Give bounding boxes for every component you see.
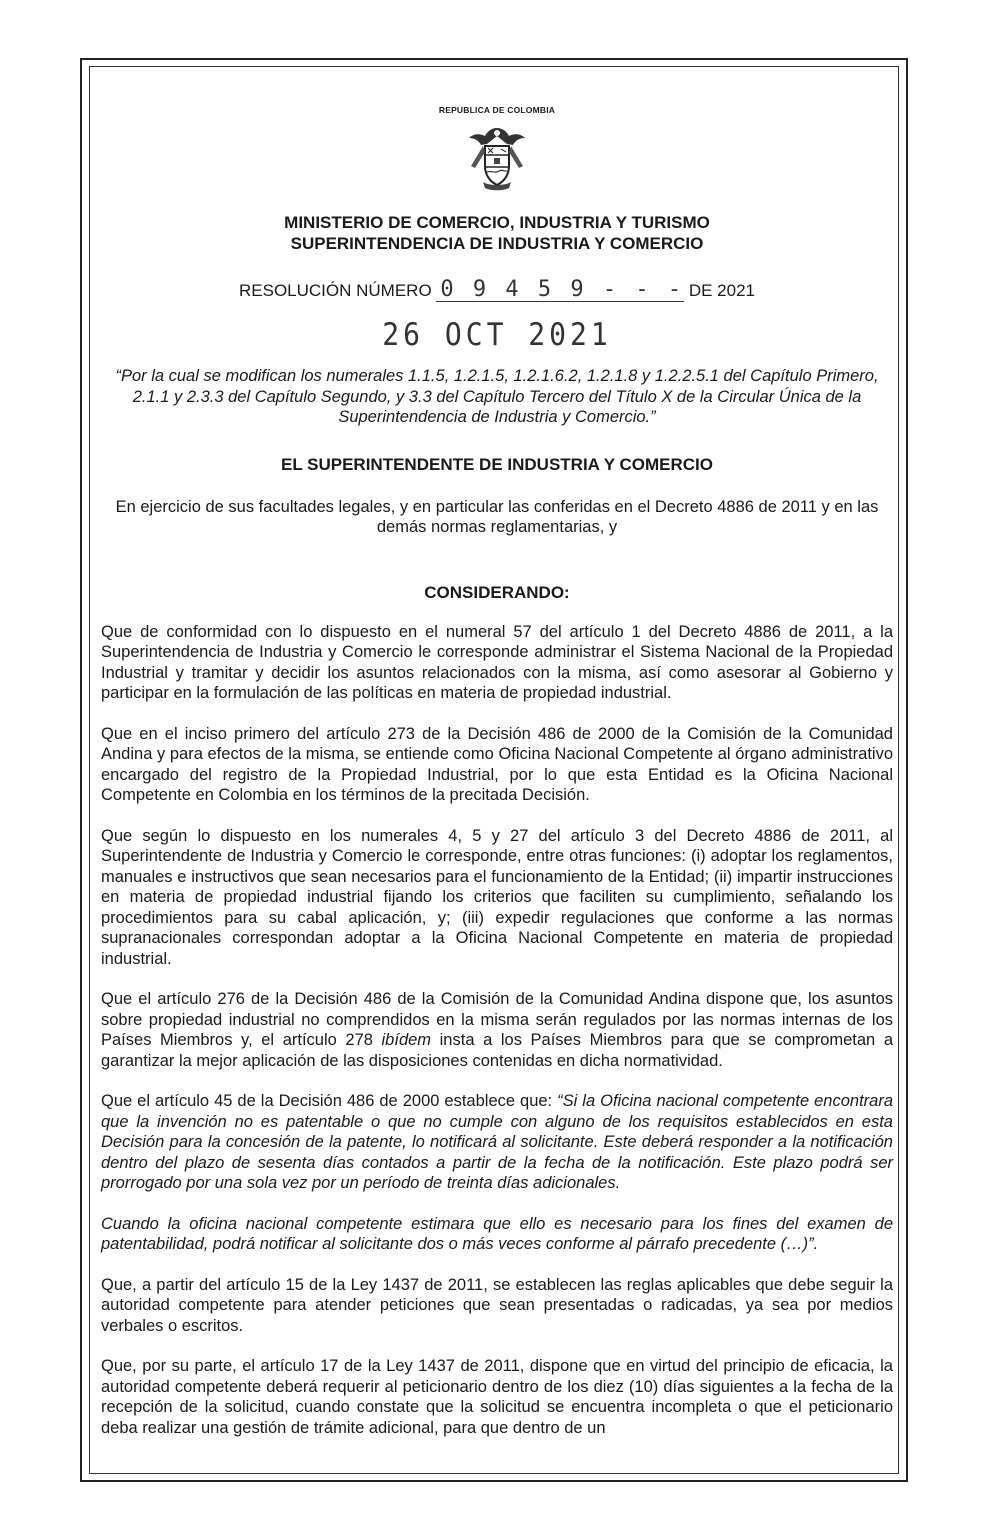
paragraph-4 xyxy=(101,989,893,1071)
paragraph-4-text-a: Que el artículo 276 de la Decisión 486 de la Comisión de la Comunidad Andina dispone que, los asuntos sobre propiedad industrial no comprendidos en la misma serán regulados por las normas internas de los Países Miembros y, el artículo 278 xyxy=(101,990,893,1049)
colombia-coat-of-arms-icon xyxy=(461,122,533,194)
ministry-line-2: SUPERINTENDENCIA DE INDUSTRIA Y COMERCIO xyxy=(290,234,704,253)
paragraph-5 xyxy=(101,1091,893,1194)
paragraph-4-text-b: insta a los Países Miembros para que se comprometan a garantizar la mejor aplicación de las disposiciones contenidas en dicha normatividad. xyxy=(101,1031,893,1070)
ministry-name xyxy=(101,212,893,254)
republic-label: REPUBLICA DE COLOMBIA xyxy=(438,105,556,115)
resolution-label: RESOLUCIÓN NÚMERO xyxy=(238,281,432,300)
document-body xyxy=(101,104,893,1438)
paragraph-4-ibidem: ibídem xyxy=(381,1031,432,1049)
paragraph-7: Que, a partir del artículo 15 de la Ley 1437 de 2011, se establecen las reglas aplicables que debe seguir la autoridad competente para atender peticiones que sean presentadas o radicadas, ya sea por medios verbales o escritos. xyxy=(101,1275,893,1335)
resolution-title: “Por la cual se modifican los numerales 1.1.5, 1.2.1.5, 1.2.1.6.2, 1.2.1.8 y 1.2.2.5.1 del Capítulo Primero, 2.1.1 y 2.3.3 del Capítulo Segundo, y 3.3 del Capítulo Tercero del Título X de la Circular Única de la Superintendencia de Industria y Comercio.” xyxy=(115,367,879,426)
preamble: En ejercicio de sus facultades legales, y en particular las conferidas en el Decreto 4886 de 2011 y en las demás normas reglamentarias, y xyxy=(115,497,879,536)
resolution-year: DE 2021 xyxy=(688,281,755,300)
considering-heading: CONSIDERANDO: xyxy=(424,582,570,602)
paragraph-5-quote: “Si la Oficina nacional competente encontrara que la invención no es patentable o que no cumple con alguno de los requisitos establecidos en esta Decisión para la concesión de la patente, lo notificará al solicitante. Este deberá responder a la notificación dentro del plazo de sesenta días contados a partir de la fecha de la notificación. Este plazo podrá ser prorrogado por una sola vez por un período de treinta días adicionales. xyxy=(101,1092,894,1192)
authority-heading: EL SUPERINTENDENTE DE INDUSTRIA Y COMERCIO xyxy=(281,454,713,474)
paragraph-5-text: Que el artículo 45 de la Decisión 486 de 2000 establece que: xyxy=(101,1092,558,1110)
stamped-date: 26 OCT 2021 xyxy=(382,315,612,353)
paragraph-8: Que, por su parte, el artículo 17 de la Ley 1437 de 2011, dispone que en virtud del principio de eficacia, la autoridad competente deberá requerir al peticionario dentro de los diez (10) días siguientes a la fecha de la recepción de la solicitud, cuando constate que la solicitud se encuentra incompleta o que el peticionario deba realizar una gestión de trámite adicional, para que dentro de un xyxy=(101,1357,893,1437)
ministry-line-1: MINISTERIO DE COMERCIO, INDUSTRIA Y TURISMO xyxy=(284,213,710,232)
paragraph-3: Que según lo dispuesto en los numerales 4, 5 y 27 del artículo 3 del Decreto 4886 de 2011, al Superintendente de Industria y Comercio le corresponde, entre otras funciones: (i) adoptar los reglamentos, manuales e instructivos que sean necesarios para el funcionamiento de la Entidad; (ii) impartir instrucciones en materia de propiedad industrial fijando los criterios que faciliten su cumplimiento, señalando los procedimientos para su cabal aplicación, y; (iii) expedir regulaciones que conforme a las normas supranacionales correspondan adoptar a la Oficina Nacional Competente en materia de propiedad industrial. xyxy=(101,826,893,968)
resolution-number: 0 9 4 5 9 - - - xyxy=(436,279,684,302)
paragraph-6: Cuando la oficina nacional competente estimara que ello es necesario para los fines del examen de patentabilidad, podrá notificar al solicitante dos o más veces conforme al párrafo precedente (…)”. xyxy=(101,1214,893,1253)
paragraph-2: Que en el inciso primero del artículo 273 de la Decisión 486 de 2000 de la Comisión de la Comunidad Andina y para efectos de la misma, se entiende como Oficina Nacional Competente al órgano administrativo encargado del registro de la Propiedad Industrial, por lo que esta Entidad es la Oficina Nacional Competente en Colombia en los términos de la precitada Decisión. xyxy=(101,724,893,804)
paragraph-1: Que de conformidad con lo dispuesto en el numeral 57 del artículo 1 del Decreto 4886 de 2011, a la Superintendencia de Industria y Comercio le corresponde administrar el Sistema Nacional de la Propiedad Industrial y tramitar y decidir los asuntos relacionados con la misma, así como asesorar al Gobierno y participar en la formulación de las políticas en materia de propiedad industrial. xyxy=(101,622,893,702)
resolution-number-line xyxy=(101,276,893,306)
